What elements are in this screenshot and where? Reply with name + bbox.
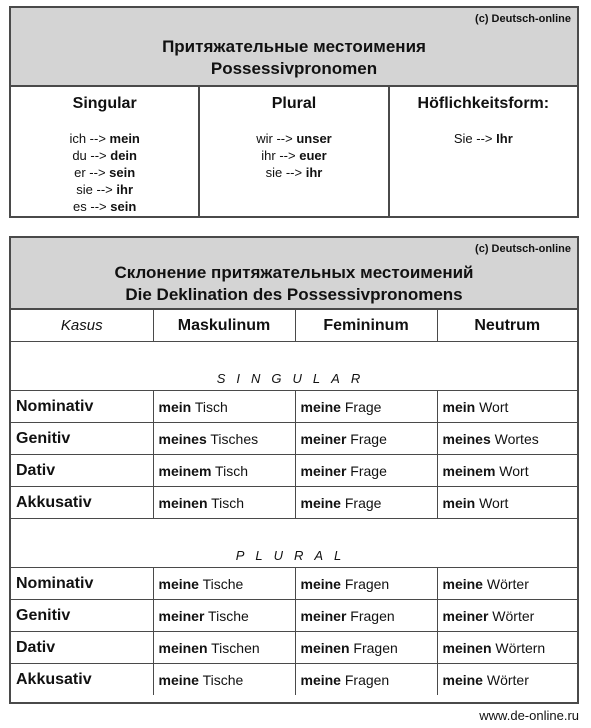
table-row <box>11 391 577 423</box>
pronoun-line: sie --> ihr <box>265 165 323 180</box>
polite-form-column <box>388 87 577 216</box>
masculine-cell: meiner Tische <box>153 600 295 632</box>
neuter-cell: meine Wörter <box>437 664 577 696</box>
masculine-cell: meines Tisches <box>153 423 295 455</box>
case-label: Genitiv <box>11 423 153 455</box>
feminine-cell: meiner Fragen <box>295 600 437 632</box>
pronoun-line: er --> sein <box>74 165 136 180</box>
feminine-cell: meiner Frage <box>295 423 437 455</box>
neuter-cell: meine Wörter <box>437 568 577 600</box>
pronoun-line: wir --> unser <box>256 131 332 146</box>
table-row <box>11 600 577 632</box>
overview-header <box>11 8 577 87</box>
section-row-plural <box>11 519 577 568</box>
table-row <box>11 632 577 664</box>
header-kasus: Kasus <box>11 310 153 342</box>
case-label: Nominativ <box>11 391 153 423</box>
overview-title-de: Possessivpronomen <box>210 59 378 78</box>
neuter-cell: mein Wort <box>437 391 577 423</box>
table-row <box>11 664 577 696</box>
masculine-cell: meinen Tisch <box>153 487 295 519</box>
declension-title-de: Die Deklination des Possessivpronomens <box>125 285 463 304</box>
table-row <box>11 487 577 519</box>
table-header-row <box>11 310 577 342</box>
table-row <box>11 455 577 487</box>
pronoun-line: ich --> mein <box>69 131 140 146</box>
case-label: Genitiv <box>11 600 153 632</box>
pronoun-line: du --> dein <box>72 148 137 163</box>
neuter-cell: meines Wortes <box>437 423 577 455</box>
neuter-cell: mein Wort <box>437 487 577 519</box>
plural-section-label: PLURAL <box>11 519 577 568</box>
feminine-cell: meine Fragen <box>295 568 437 600</box>
masculine-cell: meine Tische <box>153 568 295 600</box>
declension-box <box>9 236 579 704</box>
pronoun-line: Sie --> Ihr <box>453 131 513 146</box>
table-row <box>11 423 577 455</box>
feminine-cell: meine Fragen <box>295 664 437 696</box>
case-label: Nominativ <box>11 568 153 600</box>
case-label: Dativ <box>11 455 153 487</box>
declension-title-ru: Склонение притяжательных местоимений <box>114 263 474 282</box>
singular-column <box>11 87 198 216</box>
feminine-cell: meinen Fragen <box>295 632 437 664</box>
singular-section-label: SINGULAR <box>11 342 577 391</box>
case-label: Dativ <box>11 632 153 664</box>
feminine-cell: meine Frage <box>295 391 437 423</box>
pronoun-overview-box <box>9 6 579 218</box>
header-neutrum: Neutrum <box>437 310 577 342</box>
neuter-cell: meiner Wörter <box>437 600 577 632</box>
plural-column <box>198 87 387 216</box>
pronoun-line: ihr --> euer <box>261 148 327 163</box>
column-heading: Plural <box>271 95 317 112</box>
case-label: Akkusativ <box>11 487 153 519</box>
column-heading: Höflichkeitsform: <box>417 95 550 112</box>
case-label: Akkusativ <box>11 664 153 696</box>
masculine-cell: meinen Tischen <box>153 632 295 664</box>
feminine-cell: meine Frage <box>295 487 437 519</box>
declension-table <box>11 310 577 695</box>
header-femininum: Femininum <box>295 310 437 342</box>
section-row-singular <box>11 342 577 391</box>
neuter-cell: meinen Wörtern <box>437 632 577 664</box>
copyright-label: (c) Deutsch-online <box>475 243 571 255</box>
copyright-label: (c) Deutsch-online <box>475 13 571 25</box>
feminine-cell: meiner Frage <box>295 455 437 487</box>
website-footer: www.de-online.ru <box>479 708 579 723</box>
pronoun-line: es --> sein <box>73 199 137 214</box>
masculine-cell: meine Tische <box>153 664 295 696</box>
neuter-cell: meinem Wort <box>437 455 577 487</box>
masculine-cell: mein Tisch <box>153 391 295 423</box>
declension-header <box>11 238 577 310</box>
pronoun-line: sie --> ihr <box>76 182 134 197</box>
overview-columns <box>11 87 577 216</box>
table-row <box>11 568 577 600</box>
header-maskulinum: Maskulinum <box>153 310 295 342</box>
masculine-cell: meinem Tisch <box>153 455 295 487</box>
overview-title-ru: Притяжательные местоимения <box>162 37 426 56</box>
column-heading: Singular <box>72 95 137 112</box>
